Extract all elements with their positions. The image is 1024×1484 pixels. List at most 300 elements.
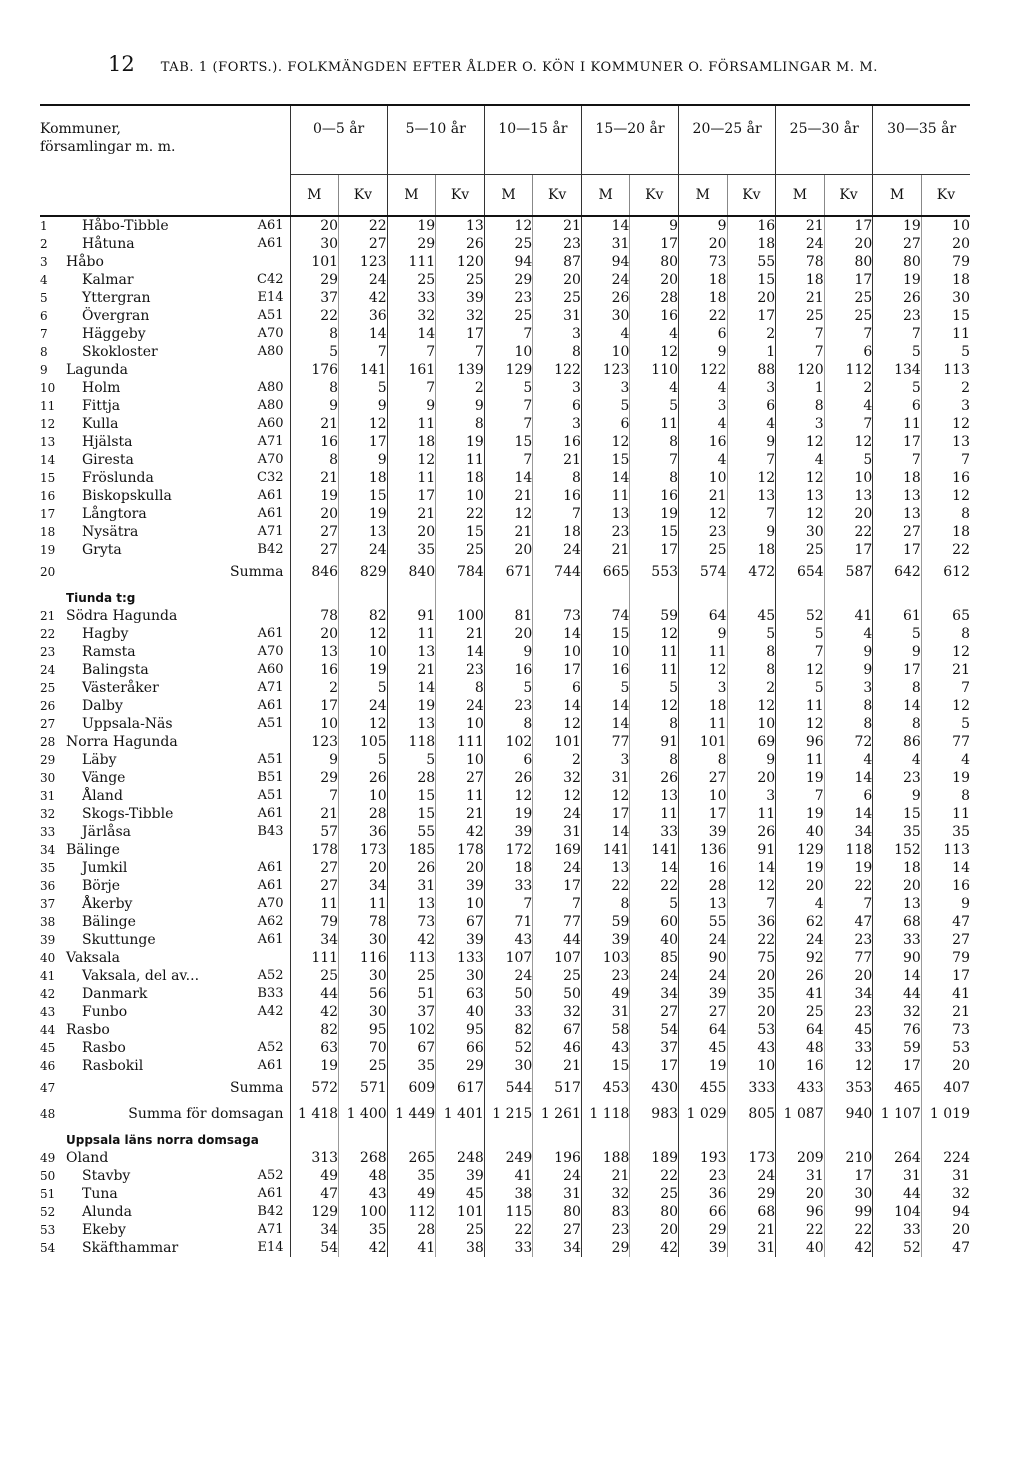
row-number: 29 — [40, 753, 56, 767]
table-row — [40, 1021, 970, 1039]
value-m: 11 — [679, 715, 728, 733]
row-label-cell — [40, 1003, 290, 1021]
value-m: 35 — [873, 823, 922, 841]
value-kv: 10 — [436, 487, 485, 505]
row-label-cell — [40, 1167, 290, 1185]
value-m: 35 — [387, 1167, 436, 1185]
value-kv: 39 — [436, 1167, 485, 1185]
municipality-name: Håtuna — [82, 236, 135, 252]
value-m: 7 — [873, 451, 922, 469]
value-m: 17 — [873, 433, 922, 451]
age-group-header: 0—5 år — [290, 105, 387, 175]
value-m: 12 — [484, 787, 533, 805]
value-kv: 173 — [339, 841, 388, 859]
value-kv: 19 — [339, 505, 388, 523]
value-kv: 10 — [921, 216, 970, 235]
value-kv: 22 — [824, 1221, 873, 1239]
value-m: 3 — [581, 751, 630, 769]
value-kv: 14 — [436, 643, 485, 661]
value-m: 1 107 — [873, 1101, 922, 1127]
value-kv: 42 — [824, 1239, 873, 1257]
table-row — [40, 823, 970, 841]
value-kv: 14 — [630, 859, 679, 877]
value-kv: 139 — [436, 361, 485, 379]
row-label-cell — [40, 661, 290, 679]
value-m: 1 215 — [484, 1101, 533, 1127]
value-kv: 22 — [436, 505, 485, 523]
value-m: 101 — [679, 733, 728, 751]
value-m: 7 — [484, 451, 533, 469]
value-kv: 20 — [727, 769, 776, 787]
row-label-cell — [40, 949, 290, 967]
value-m: 63 — [290, 1039, 339, 1057]
value-m: 76 — [873, 1021, 922, 1039]
value-m: 17 — [873, 541, 922, 559]
value-kv: 116 — [339, 949, 388, 967]
value-kv: 46 — [533, 1039, 582, 1057]
value-m: 15 — [873, 805, 922, 823]
value-kv: 80 — [630, 253, 679, 271]
value-kv: 8 — [533, 343, 582, 361]
value-kv: 1 401 — [436, 1101, 485, 1127]
row-number: 32 — [40, 807, 56, 821]
value-kv: 31 — [727, 1239, 776, 1257]
municipality-name: Yttergran — [82, 290, 151, 306]
parish-code: A61 — [257, 626, 284, 641]
value-m: 68 — [873, 913, 922, 931]
value-kv: 37 — [630, 1039, 679, 1057]
empty-cell — [921, 1127, 970, 1149]
value-m: 188 — [581, 1149, 630, 1167]
row-number: 28 — [40, 735, 56, 749]
value-m: 665 — [581, 559, 630, 585]
parish-code: A71 — [257, 434, 284, 449]
row-label-cell — [40, 523, 290, 541]
value-m: 4 — [776, 895, 825, 913]
value-m: 47 — [290, 1185, 339, 1203]
parish-code: A51 — [257, 752, 284, 767]
value-kv: 17 — [339, 433, 388, 451]
municipality-name: Södra Hagunda — [66, 608, 178, 624]
value-m: 13 — [679, 895, 728, 913]
table-row — [40, 343, 970, 361]
value-m: 90 — [679, 949, 728, 967]
value-kv: 16 — [533, 487, 582, 505]
value-m: 129 — [776, 841, 825, 859]
value-kv: 39 — [436, 877, 485, 895]
value-m: 29 — [387, 235, 436, 253]
value-kv: 8 — [630, 469, 679, 487]
row-number: 48 — [40, 1107, 56, 1121]
value-m: 23 — [581, 523, 630, 541]
value-kv: 30 — [921, 289, 970, 307]
value-kv: 11 — [630, 805, 679, 823]
value-kv: 9 — [824, 661, 873, 679]
municipality-name: Jumkil — [82, 860, 128, 876]
value-m: 14 — [484, 469, 533, 487]
value-m: 11 — [387, 625, 436, 643]
value-m: 123 — [581, 361, 630, 379]
value-kv: 9 — [921, 895, 970, 913]
parish-code: A52 — [257, 968, 284, 983]
municipality-name: Skuttunge — [82, 932, 156, 948]
value-m: 26 — [484, 769, 533, 787]
value-kv: 23 — [824, 1003, 873, 1021]
empty-cell — [727, 1127, 776, 1149]
value-kv: 25 — [436, 541, 485, 559]
row-label-cell — [40, 361, 290, 379]
value-m: 11 — [873, 415, 922, 433]
value-kv: 21 — [436, 805, 485, 823]
row-label-cell — [40, 1101, 290, 1127]
value-m: 4 — [581, 325, 630, 343]
empty-cell — [339, 1127, 388, 1149]
value-m: 91 — [387, 607, 436, 625]
empty-cell — [533, 585, 582, 607]
value-m: 31 — [873, 1167, 922, 1185]
value-m: 59 — [581, 913, 630, 931]
value-m: 21 — [290, 469, 339, 487]
value-kv: 18 — [533, 523, 582, 541]
value-m: 12 — [776, 505, 825, 523]
value-kv: 430 — [630, 1075, 679, 1101]
row-number: 31 — [40, 789, 56, 803]
value-m: 25 — [776, 1003, 825, 1021]
value-kv: 20 — [727, 967, 776, 985]
value-kv: 7 — [824, 325, 873, 343]
table-row — [40, 505, 970, 523]
table-row — [40, 289, 970, 307]
table-row — [40, 253, 970, 271]
value-kv: 20 — [824, 967, 873, 985]
value-kv: 21 — [727, 1221, 776, 1239]
value-kv: 14 — [727, 859, 776, 877]
table-row — [40, 415, 970, 433]
table-row — [40, 397, 970, 415]
value-m: 42 — [387, 931, 436, 949]
value-kv: 112 — [824, 361, 873, 379]
value-m: 574 — [679, 559, 728, 585]
parish-code: A61 — [257, 806, 284, 821]
value-kv: 14 — [824, 805, 873, 823]
value-kv: 63 — [436, 985, 485, 1003]
value-kv: 7 — [727, 895, 776, 913]
value-m: 12 — [679, 505, 728, 523]
table-row — [40, 1221, 970, 1239]
parish-code: A61 — [257, 860, 284, 875]
sex-header-m: M — [873, 175, 922, 217]
age-group-header: 20—25 år — [679, 105, 776, 175]
value-m: 14 — [581, 469, 630, 487]
value-kv: 7 — [630, 451, 679, 469]
value-kv: 12 — [339, 715, 388, 733]
value-kv: 24 — [339, 271, 388, 289]
value-m: 19 — [776, 859, 825, 877]
value-m: 66 — [679, 1203, 728, 1221]
value-kv: 23 — [824, 931, 873, 949]
value-kv: 19 — [339, 661, 388, 679]
value-kv: 21 — [921, 661, 970, 679]
value-kv: 36 — [339, 823, 388, 841]
value-m: 8 — [290, 325, 339, 343]
value-m: 18 — [873, 859, 922, 877]
value-m: 4 — [679, 415, 728, 433]
value-m: 34 — [290, 1221, 339, 1239]
value-kv: 22 — [921, 541, 970, 559]
value-kv: 5 — [339, 379, 388, 397]
value-kv: 22 — [727, 931, 776, 949]
value-kv: 15 — [339, 487, 388, 505]
value-m: 19 — [484, 805, 533, 823]
value-kv: 26 — [630, 769, 679, 787]
value-m: 11 — [290, 895, 339, 913]
value-m: 33 — [873, 1221, 922, 1239]
value-m: 24 — [581, 271, 630, 289]
value-kv: 133 — [436, 949, 485, 967]
value-kv: 14 — [339, 325, 388, 343]
value-kv: 22 — [824, 877, 873, 895]
value-kv: 15 — [727, 271, 776, 289]
value-kv: 24 — [436, 697, 485, 715]
value-kv: 27 — [533, 1221, 582, 1239]
value-m: 7 — [873, 325, 922, 343]
value-kv: 32 — [436, 307, 485, 325]
row-number: 46 — [40, 1059, 56, 1073]
value-kv: 18 — [727, 235, 776, 253]
value-kv: 19 — [921, 769, 970, 787]
value-kv: 9 — [436, 397, 485, 415]
value-m: 30 — [290, 235, 339, 253]
empty-cell — [387, 585, 436, 607]
row-label-cell — [40, 679, 290, 697]
value-kv: 5 — [339, 679, 388, 697]
value-kv: 42 — [339, 1239, 388, 1257]
value-m: 71 — [484, 913, 533, 931]
section-heading: Tiunda t:g — [66, 591, 136, 605]
value-m: 24 — [776, 235, 825, 253]
value-m: 9 — [679, 216, 728, 235]
value-kv: 107 — [533, 949, 582, 967]
value-m: 29 — [290, 769, 339, 787]
empty-cell — [679, 1127, 728, 1149]
value-m: 13 — [290, 643, 339, 661]
value-kv: 12 — [339, 625, 388, 643]
value-m: 18 — [679, 271, 728, 289]
sex-header-m: M — [387, 175, 436, 217]
value-kv: 11 — [436, 451, 485, 469]
value-kv: 29 — [727, 1185, 776, 1203]
value-kv: 12 — [630, 343, 679, 361]
value-m: 27 — [679, 769, 728, 787]
value-kv: 85 — [630, 949, 679, 967]
value-m: 54 — [290, 1239, 339, 1257]
table-row — [40, 1149, 970, 1167]
municipality-name: Rasbo — [82, 1040, 126, 1056]
value-kv: 59 — [630, 607, 679, 625]
table-row — [40, 379, 970, 397]
value-m: 16 — [290, 661, 339, 679]
value-m: 1 087 — [776, 1101, 825, 1127]
value-kv: 16 — [921, 469, 970, 487]
value-kv: 28 — [630, 289, 679, 307]
value-m: 313 — [290, 1149, 339, 1167]
value-m: 39 — [679, 985, 728, 1003]
value-m: 48 — [776, 1039, 825, 1057]
parish-code: A61 — [257, 698, 284, 713]
value-kv: 12 — [339, 415, 388, 433]
value-kv: 95 — [339, 1021, 388, 1039]
value-m: 82 — [484, 1021, 533, 1039]
value-kv: 67 — [436, 913, 485, 931]
value-kv: 3 — [533, 379, 582, 397]
value-kv: 42 — [339, 289, 388, 307]
value-m: 81 — [484, 607, 533, 625]
value-m: 19 — [776, 805, 825, 823]
value-kv: 31 — [533, 307, 582, 325]
value-kv: 10 — [533, 643, 582, 661]
municipality-name: Vaksala, del av... — [82, 968, 200, 984]
municipality-name: Vänge — [82, 770, 126, 786]
value-m: 52 — [776, 607, 825, 625]
row-number: 40 — [40, 951, 56, 965]
municipality-name: Kulla — [82, 416, 119, 432]
value-kv: 14 — [824, 769, 873, 787]
row-number: 30 — [40, 771, 56, 785]
value-m: 64 — [776, 1021, 825, 1039]
sex-header-m: M — [776, 175, 825, 217]
value-m: 24 — [679, 931, 728, 949]
row-number: 38 — [40, 915, 56, 929]
value-m: 12 — [484, 505, 533, 523]
value-kv: 2 — [727, 679, 776, 697]
parish-code: A51 — [257, 716, 284, 731]
empty-cell — [630, 1127, 679, 1149]
row-number: 22 — [40, 627, 56, 641]
value-m: 25 — [387, 271, 436, 289]
value-kv: 16 — [533, 433, 582, 451]
value-kv: 17 — [533, 661, 582, 679]
value-m: 55 — [679, 913, 728, 931]
parish-code: A52 — [257, 1168, 284, 1183]
value-kv: 7 — [921, 679, 970, 697]
value-m: 19 — [387, 216, 436, 235]
empty-cell — [776, 585, 825, 607]
value-m: 118 — [387, 733, 436, 751]
value-kv: 110 — [630, 361, 679, 379]
sex-header-kv: Kv — [727, 175, 776, 217]
value-m: 12 — [679, 661, 728, 679]
value-kv: 571 — [339, 1075, 388, 1101]
value-kv: 77 — [824, 949, 873, 967]
value-kv: 118 — [824, 841, 873, 859]
value-m: 51 — [387, 985, 436, 1003]
value-m: 86 — [873, 733, 922, 751]
empty-cell — [290, 1127, 339, 1149]
value-m: 10 — [484, 343, 533, 361]
parish-code: A70 — [257, 452, 284, 467]
value-m: 73 — [387, 913, 436, 931]
value-m: 25 — [387, 967, 436, 985]
value-m: 25 — [679, 541, 728, 559]
row-number: 5 — [40, 291, 48, 305]
value-m: 31 — [776, 1167, 825, 1185]
value-kv: 22 — [630, 1167, 679, 1185]
table-row — [40, 607, 970, 625]
municipality-name: Skokloster — [82, 344, 158, 360]
row-number: 1 — [40, 219, 48, 233]
value-m: 3 — [776, 415, 825, 433]
municipality-name: Ekeby — [82, 1222, 126, 1238]
value-kv: 2 — [921, 379, 970, 397]
value-kv: 12 — [824, 1057, 873, 1075]
value-kv: 101 — [533, 733, 582, 751]
parish-code: B33 — [257, 986, 284, 1001]
value-m: 27 — [679, 1003, 728, 1021]
value-kv: 21 — [921, 1003, 970, 1021]
parish-code: A61 — [257, 488, 284, 503]
section-heading-row — [40, 585, 970, 607]
value-m: 4 — [776, 451, 825, 469]
table-row — [40, 949, 970, 967]
value-kv: 16 — [630, 307, 679, 325]
value-m: 8 — [484, 715, 533, 733]
value-kv: 10 — [436, 715, 485, 733]
value-kv: 30 — [436, 967, 485, 985]
row-label-cell — [40, 967, 290, 985]
value-kv: 18 — [727, 541, 776, 559]
value-m: 10 — [290, 715, 339, 733]
value-m: 8 — [679, 751, 728, 769]
value-m: 21 — [290, 805, 339, 823]
value-kv: 60 — [630, 913, 679, 931]
value-kv: 80 — [824, 253, 873, 271]
value-m: 43 — [581, 1039, 630, 1057]
value-m: 13 — [873, 895, 922, 913]
section-heading-cell — [40, 1127, 290, 1149]
value-m: 11 — [387, 469, 436, 487]
value-m: 3 — [679, 397, 728, 415]
table-row — [40, 931, 970, 949]
value-kv: 12 — [727, 697, 776, 715]
value-m: 264 — [873, 1149, 922, 1167]
value-kv: 30 — [339, 931, 388, 949]
value-m: 12 — [387, 451, 436, 469]
value-m: 39 — [679, 823, 728, 841]
table-row — [40, 697, 970, 715]
row-label-cell — [40, 751, 290, 769]
row-label-cell — [40, 216, 290, 235]
value-m: 23 — [581, 1221, 630, 1239]
value-m: 35 — [387, 541, 436, 559]
value-kv: 9 — [727, 433, 776, 451]
value-m: 30 — [776, 523, 825, 541]
value-m: 7 — [484, 325, 533, 343]
value-m: 9 — [387, 397, 436, 415]
value-kv: 407 — [921, 1075, 970, 1101]
municipality-name: Holm — [82, 380, 121, 396]
municipality-name: Västeråker — [82, 680, 159, 696]
value-m: 52 — [484, 1039, 533, 1057]
value-kv: 333 — [727, 1075, 776, 1101]
sex-header-kv: Kv — [339, 175, 388, 217]
municipality-name: Nysätra — [82, 524, 139, 540]
municipality-name: Giresta — [82, 452, 134, 468]
value-m: 19 — [776, 769, 825, 787]
municipality-name: Uppsala-Näs — [82, 716, 173, 732]
value-m: 12 — [776, 715, 825, 733]
empty-cell — [290, 585, 339, 607]
value-m: 29 — [290, 271, 339, 289]
